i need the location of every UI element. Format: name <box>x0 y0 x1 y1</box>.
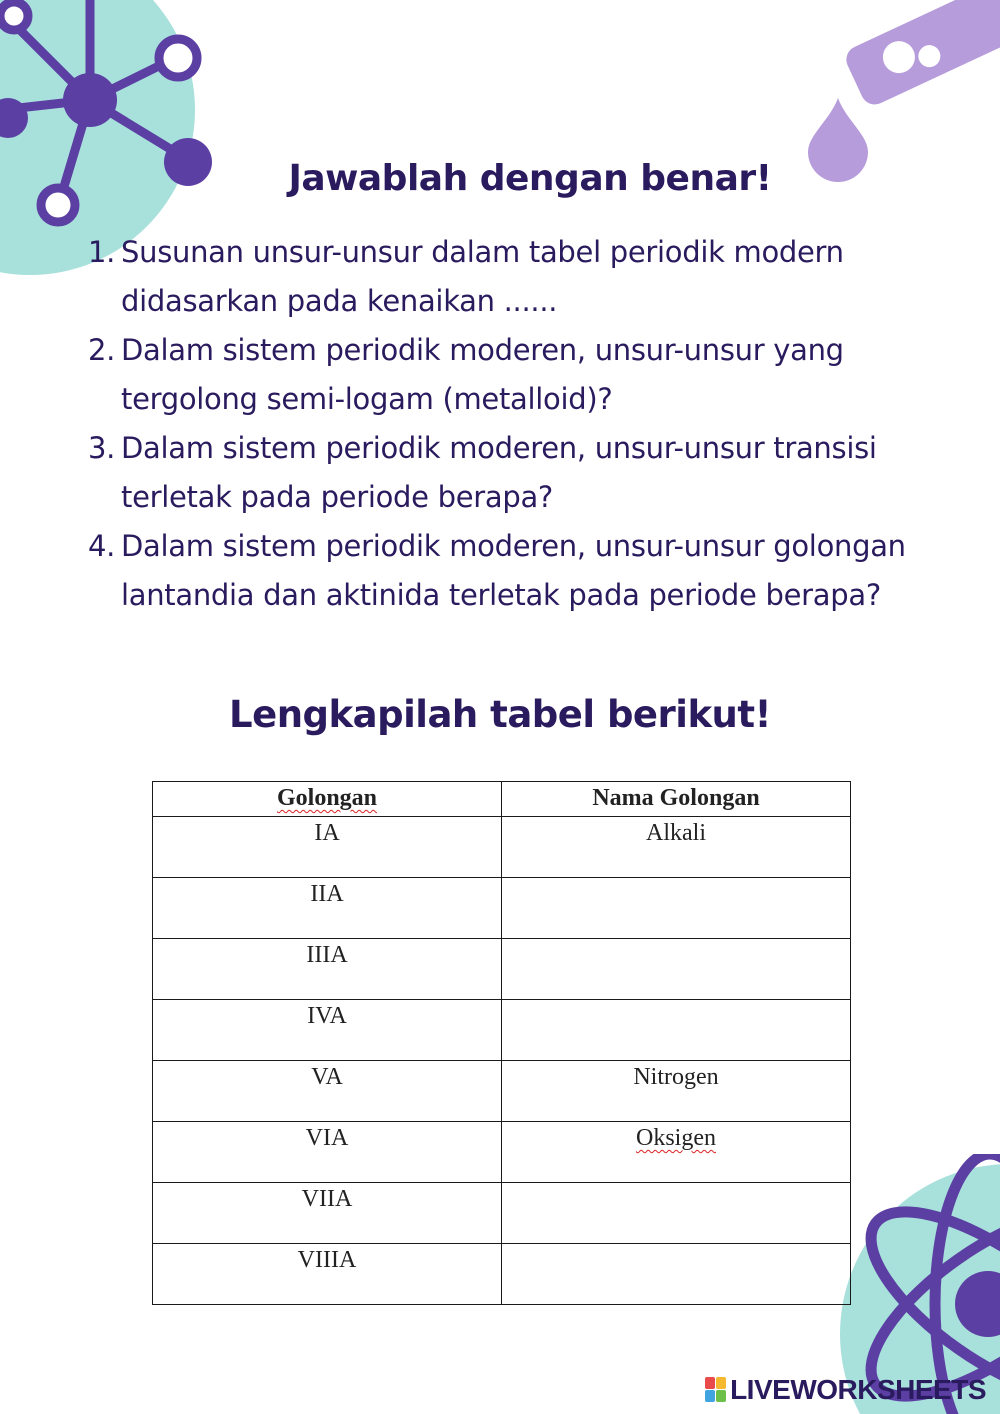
question-number: 3. <box>88 431 116 465</box>
golongan-cell: IA <box>153 817 502 878</box>
golongan-cell: VIA <box>153 1122 502 1183</box>
question-text: Susunan unsur-unsur dalam tabel periodik modern didasarkan pada kenaikan ...... <box>121 235 844 318</box>
header-golongan-label: Golongan <box>276 785 378 811</box>
table-row <box>153 1122 851 1183</box>
table-row <box>153 1244 851 1305</box>
nama-golongan-cell[interactable] <box>502 939 851 1000</box>
liveworksheets-logo-text: LIVEWORKSHEETS <box>730 1374 986 1405</box>
golongan-cell: VIIIA <box>153 1244 502 1305</box>
question-text: Dalam sistem periodik moderen, unsur-unsur golongan lantandia dan aktinida terletak pada periode berapa? <box>121 529 906 612</box>
question-number: 1. <box>88 235 116 269</box>
golongan-cell: VIIA <box>153 1183 502 1244</box>
header-golongan <box>153 782 502 817</box>
nama-golongan-cell[interactable] <box>502 878 851 939</box>
golongan-cell: VA <box>153 1061 502 1122</box>
question-list <box>80 228 960 620</box>
question-text: Dalam sistem periodik moderen, unsur-unsur transisi terletak pada periode berapa? <box>121 431 877 514</box>
table-row <box>153 1000 851 1061</box>
table-row <box>153 817 851 878</box>
question-item <box>80 424 960 522</box>
question-item <box>80 522 960 620</box>
instruction-heading: Jawablah dengan benar! <box>288 158 772 199</box>
golongan-cell: IIIA <box>153 939 502 1000</box>
nama-golongan-cell[interactable] <box>502 1122 851 1183</box>
nama-golongan-cell[interactable] <box>502 1244 851 1305</box>
golongan-cell: IVA <box>153 1000 502 1061</box>
question-item <box>80 228 960 326</box>
question-number: 2. <box>88 333 116 367</box>
question-text: Dalam sistem periodik moderen, unsur-unsur yang tergolong semi-logam (metalloid)? <box>121 333 844 416</box>
table-row <box>153 939 851 1000</box>
nama-golongan-cell[interactable]: Nitrogen <box>502 1061 851 1122</box>
header-nama-golongan <box>502 782 851 817</box>
nama-golongan-cell[interactable] <box>502 1183 851 1244</box>
liveworksheets-logo[interactable] <box>705 1374 986 1406</box>
golongan-cell: IIA <box>153 878 502 939</box>
nama-golongan-cell[interactable]: Alkali <box>502 817 851 878</box>
question-number: 4. <box>88 529 116 563</box>
table-heading: Lengkapilah tabel berikut! <box>229 693 771 736</box>
table-header-row <box>153 782 851 817</box>
nama-golongan-text: Oksigen <box>636 1125 716 1151</box>
nama-golongan-cell[interactable] <box>502 1000 851 1061</box>
table-row <box>153 878 851 939</box>
header-nama-golongan-label: Nama Golongan <box>592 785 760 811</box>
golongan-table <box>152 781 851 1305</box>
question-item <box>80 326 960 424</box>
table-row <box>153 1183 851 1244</box>
liveworksheets-logo-icon <box>705 1377 727 1403</box>
table-row <box>153 1061 851 1122</box>
